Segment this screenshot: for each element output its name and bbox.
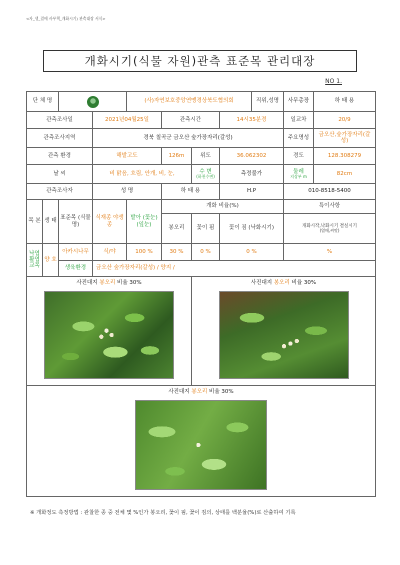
register-table xyxy=(26,91,376,497)
site-label: 주요명성 xyxy=(284,129,314,148)
waterside-sub: (하천수변) xyxy=(196,173,215,179)
col-bloom: 꽃이 핌 xyxy=(192,214,220,244)
observer-name: 하 태 용 xyxy=(162,184,220,200)
special-detail: 개화시작,낙화시기 결실시기 xyxy=(301,223,358,229)
special-sub: (열매,씨앗) xyxy=(319,227,340,233)
position-label: 직위,성명 xyxy=(252,92,284,112)
observer-name-label: 성 명 xyxy=(93,184,162,200)
lat-value: 36.062302 xyxy=(220,148,284,165)
temp-range-label: 일교차 xyxy=(284,112,314,129)
phone-label: H.P xyxy=(220,184,284,200)
special-detail-cell xyxy=(284,214,376,244)
org-label: 단 체 명 xyxy=(27,92,59,112)
special-value: % xyxy=(284,244,376,261)
photo-caption-1: 사진대지 봉오리 비율 30% xyxy=(76,280,142,286)
org-name: (사)자연보호중앙연맹경상북도협의회 xyxy=(127,92,252,112)
title-box xyxy=(43,50,357,72)
phone-value: 010-8518-5400 xyxy=(284,184,376,200)
env-row-value: 금오산 숲가장자리(갈성) / 양지 / xyxy=(93,261,376,277)
time-label: 관측시간 xyxy=(162,112,220,129)
distribution-value: 식/야 xyxy=(93,244,127,261)
env-label: 관측 환경 xyxy=(27,148,93,165)
col-bud: 봉오리 xyxy=(162,214,192,244)
circumference-sub: 지상부 m xyxy=(290,173,307,179)
date-value: 2021년04월25일 xyxy=(93,112,162,129)
altitude-label: 해발고도 xyxy=(93,148,162,165)
photo-panel-3 xyxy=(27,386,376,497)
time-value: 14시35분경 xyxy=(220,112,284,129)
photo-caption-2: 사진대지 봉오리 비율 30% xyxy=(250,280,317,286)
person-name: 하 태 용 xyxy=(314,92,376,112)
photo-caption-3: 사진대지 봉오리 비율 30% xyxy=(168,389,234,395)
site-value: 금오산,숲가장자리(갈성) xyxy=(314,129,376,148)
temp-range-value: 20/9 xyxy=(314,112,376,129)
location-value: 경북 칠곡군 금오산 숲가장자리(갈성) xyxy=(93,129,284,148)
bloom-value: 0 % xyxy=(192,244,220,261)
waterside-label: 수 변 xyxy=(199,168,212,175)
org-logo-cell xyxy=(59,92,127,112)
distance-label: 측정불가 xyxy=(220,165,284,184)
col-life: 생 태 xyxy=(43,200,59,244)
lat-label: 위도 xyxy=(192,148,220,165)
location-label: 관측조사지역 xyxy=(27,129,93,148)
weather-value: 비 맑음, 흐림, 안개, 비, 눈, xyxy=(93,165,192,184)
waterside-cell xyxy=(192,165,220,184)
photo-panel-1 xyxy=(27,277,192,386)
date-label: 관측조사일 xyxy=(27,112,93,129)
position-value: 사무총장 xyxy=(284,92,314,112)
photo-image-1 xyxy=(44,291,174,379)
lon-value: 128.308279 xyxy=(314,148,376,165)
circumference-value: 82cm xyxy=(314,165,376,184)
lon-label: 경도 xyxy=(284,148,314,165)
page-title: 개화시기(식물 자원)관측 표준목 관리대장 xyxy=(84,54,316,68)
photo-image-3 xyxy=(135,400,267,490)
env-row-label: 생육환경 xyxy=(59,261,93,277)
col-distribution: 식재종 야생종 xyxy=(93,200,127,244)
tree-type: 낙엽 활엽 교목 xyxy=(27,244,43,277)
record-number: NO 1. xyxy=(325,78,342,85)
special-header: 특이사항 xyxy=(284,200,376,214)
col-number: 목 본 xyxy=(27,200,43,244)
observer-label: 관측조사자 xyxy=(27,184,93,200)
fall-value: 0 % xyxy=(220,244,284,261)
circumference-label: 둘레 xyxy=(293,168,304,175)
ratio-header: 개화 비율(%) xyxy=(162,200,284,214)
col-species: 표준목 (식물명) xyxy=(59,200,93,244)
life-status: 양 호 xyxy=(43,244,59,277)
col-leaf: 발아 (꽃눈) (잎눈) xyxy=(127,200,162,244)
leaf-value: 100 % xyxy=(127,244,162,261)
circumference-cell xyxy=(284,165,314,184)
weather-label: 날 씨 xyxy=(27,165,93,184)
species-value: 아카시나무 xyxy=(59,244,93,261)
altitude-value: 126m xyxy=(162,148,192,165)
col-fall: 꽃이 짐 (낙화시기) xyxy=(220,214,284,244)
org-logo-icon xyxy=(87,96,99,108)
photo-panel-2 xyxy=(192,277,376,386)
form-header-note: <자_생_결에 사부책_개화시기) 관측대장 서식> xyxy=(26,16,106,21)
footnote: ※ 개화정도 측정방법 : 관찰한 종 중 전체 몇 %인가 봉오리, 꽃이 핌, 꽃이 짐의, 상태를 백분율(%)로 산출하여 기록 xyxy=(30,510,296,516)
photo-image-2 xyxy=(219,291,349,379)
bud-value: 30 % xyxy=(162,244,192,261)
